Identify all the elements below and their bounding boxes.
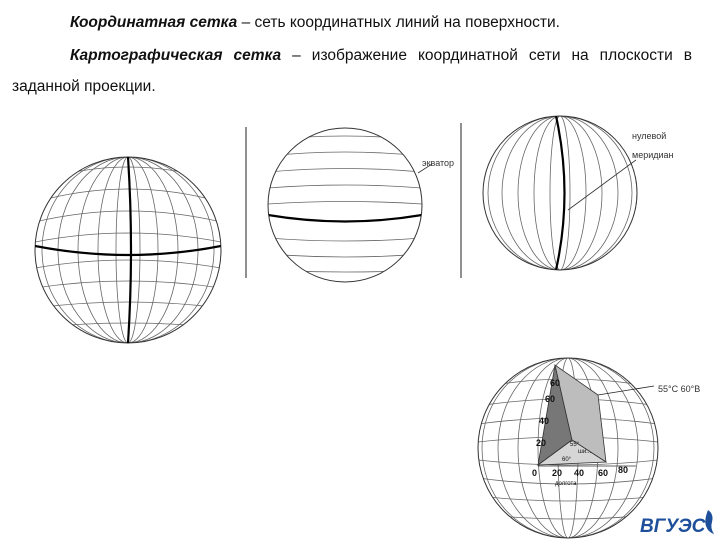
latitude-value: 60 — [545, 394, 556, 404]
meridian-line — [128, 157, 131, 343]
coordinate-grid-term: Координатная сетка — [70, 14, 238, 31]
cartographic-grid-definition-continued: заданной проекции. — [12, 78, 156, 95]
prime-meridian-label-line1: нулевой — [632, 131, 667, 141]
latitude-abbrev: ши... — [578, 449, 592, 455]
longitude-value: 40 — [574, 468, 585, 478]
logo-text: ВГУЭС — [640, 516, 706, 537]
globe-parallels — [268, 128, 432, 282]
logo-emblem-icon — [705, 510, 714, 534]
globe-meridians — [483, 116, 637, 270]
latitude-value: 40 — [539, 416, 550, 426]
globe-coordinates-diagram — [478, 358, 658, 538]
latitude-value: 20 — [536, 438, 547, 448]
coordinate-point-label: 55°С 60°В — [658, 384, 701, 394]
latitude-value: 60 — [550, 378, 561, 388]
equator-label: экватор — [422, 158, 455, 168]
cartographic-grid-term: Картографическая сетка — [70, 47, 282, 64]
equator-line — [35, 246, 221, 255]
longitude-value: 80 — [618, 465, 629, 475]
longitude-caption: долгота — [555, 481, 577, 487]
latitude-angle: 55° — [570, 442, 580, 448]
longitude-value: 60 — [598, 468, 609, 478]
prime-meridian-label-line2: меридиан — [632, 150, 674, 160]
prime-meridian-line — [556, 116, 565, 270]
cartographic-grid-text: – изображение координатной сети на плоскости в — [281, 47, 692, 64]
longitude-value: 20 — [552, 468, 563, 478]
longitude-angle: 60° — [562, 457, 572, 463]
longitude-value: 0 — [532, 468, 538, 478]
coordinate-grid-text: – сеть координатных линий на поверхности. — [237, 14, 560, 31]
globe-graticule — [35, 146, 221, 343]
equator-line — [268, 215, 422, 222]
vguies-logo — [640, 510, 714, 537]
